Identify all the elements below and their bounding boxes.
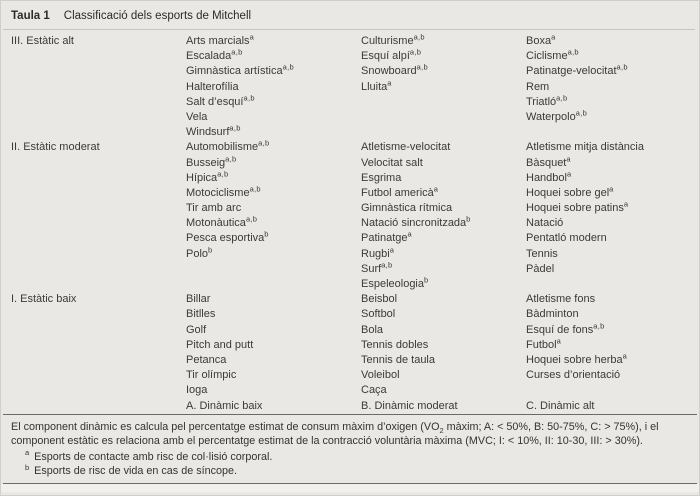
sport-item: Billar <box>186 293 211 306</box>
vo2-subscript: 2 <box>439 425 444 435</box>
category-cell <box>11 156 186 171</box>
empty-cell <box>361 125 526 140</box>
risk-superscript: a,b <box>575 109 588 118</box>
table-row <box>1 338 699 353</box>
risk-superscript: a <box>433 185 439 194</box>
sport-item: Natació <box>526 217 564 230</box>
sport-item: Tennis de taula <box>361 353 435 366</box>
sport-item: Petanca <box>186 353 227 366</box>
risk-superscript: a <box>609 185 614 194</box>
sport-item: Salt d’esquí$^{a,b}$ <box>186 94 255 108</box>
sport-item: Halterofília <box>186 80 239 93</box>
table-row <box>1 140 699 155</box>
table-body <box>1 30 699 414</box>
sport-item: Tir amb arc <box>186 202 242 215</box>
sport-item: Bola <box>361 323 384 336</box>
risk-superscript: a <box>623 201 629 209</box>
sport-item: Vela <box>186 110 208 123</box>
category-cell <box>11 216 186 231</box>
risk-superscript: a,b <box>231 49 243 57</box>
table-row <box>1 201 699 216</box>
sport-item: Atletisme-velocitat <box>361 141 451 154</box>
footnote-marker: b <box>25 462 30 472</box>
table-row <box>1 247 699 262</box>
empty-cell <box>526 277 699 292</box>
risk-superscript: a,b <box>413 34 425 42</box>
sport-item: Polo$^b$ <box>186 246 213 260</box>
category-cell <box>11 110 186 125</box>
footnotes <box>1 415 699 483</box>
table-row <box>1 323 699 338</box>
empty-cell <box>526 125 699 140</box>
risk-superscript: a,b <box>258 140 270 148</box>
footnote-item: $^a$ Esports de contacte amb risc de col·lisió corporal. <box>25 448 273 463</box>
sport-item: Esquí de fons$^{a,b}$ <box>526 322 605 336</box>
sport-item: Softbol <box>361 308 396 321</box>
category-cell <box>11 186 186 201</box>
risk-superscript: a <box>566 155 571 163</box>
table-number-label: Taula 1 <box>11 10 50 22</box>
category-cell <box>11 323 186 338</box>
risk-superscript: a <box>622 352 628 361</box>
sport-item: Gimnàstica rítmica <box>361 202 453 215</box>
category-cell <box>11 171 186 186</box>
sport-item: Beisbol <box>361 293 398 306</box>
table-row <box>1 64 699 79</box>
sport-item: Atletisme fons <box>526 293 596 306</box>
empty-cell <box>361 95 526 110</box>
category-cell <box>11 247 186 262</box>
risk-superscript: a,b <box>556 94 568 103</box>
risk-superscript: b <box>466 216 471 224</box>
risk-superscript: a,b <box>416 64 428 72</box>
risk-superscript: a,b <box>225 155 237 163</box>
risk-superscript: b <box>264 231 269 239</box>
table-title: Classificació dels esports de Mitchell <box>63 10 252 22</box>
sport-item: Hoquei sobre herba$^a$ <box>526 352 628 366</box>
risk-superscript: a,b <box>409 49 422 57</box>
sport-item: Automobilisme$^{a,b}$ <box>186 140 270 154</box>
table-caption <box>1 1 699 29</box>
table-row <box>1 277 699 292</box>
category-cell <box>11 307 186 322</box>
table-row <box>1 186 699 201</box>
table-row <box>1 353 699 368</box>
risk-superscript: a <box>566 170 572 179</box>
category-cell <box>11 201 186 216</box>
dynamic-component-label: B. Dinàmic moderat <box>361 399 458 412</box>
sport-item: Patinatge$^a$ <box>361 231 412 245</box>
sport-item: Voleibol <box>361 369 400 382</box>
risk-superscript: a,b <box>217 170 229 179</box>
category-cell <box>11 353 186 368</box>
sport-item: Lluita$^a$ <box>361 79 392 93</box>
sport-item: Handbol$^a$ <box>526 170 572 184</box>
sport-item: Caça <box>361 384 387 397</box>
sport-item: Futbol americà$^a$ <box>361 185 439 199</box>
sport-item: Culturisme$^{a,b}$ <box>361 34 425 47</box>
table-row <box>1 231 699 246</box>
dynamic-component-label: A. Dinàmic baix <box>186 399 263 412</box>
category-cell: II. Estàtic moderat <box>11 141 100 154</box>
table-row <box>1 368 699 383</box>
sport-item: Hípica$^{a,b}$ <box>186 170 229 184</box>
sport-item: Triatló$^{a,b}$ <box>526 94 568 108</box>
category-cell <box>11 231 186 246</box>
table-row <box>1 95 699 110</box>
risk-superscript: b <box>424 277 429 285</box>
category-cell <box>11 80 186 95</box>
risk-superscript: a,b <box>243 94 255 103</box>
sport-item: Motociclisme$^{a,b}$ <box>186 185 261 199</box>
sport-item: Surf$^{a,b}$ <box>361 261 393 275</box>
risk-superscript: a <box>551 34 556 42</box>
category-cell <box>11 125 186 140</box>
sport-item: Hoquei sobre gel$^a$ <box>526 185 614 199</box>
dynamic-component-row <box>1 399 699 414</box>
category-cell: I. Estàtic baix <box>11 293 77 306</box>
sport-item: Snowboard$^{a,b}$ <box>361 64 428 78</box>
risk-superscript: a <box>389 246 395 254</box>
risk-superscript: a,b <box>381 261 393 270</box>
sport-item: Golf <box>186 323 207 336</box>
table-row <box>1 156 699 171</box>
sport-item: Windsurf$^{a,b}$ <box>186 125 241 139</box>
category-cell <box>11 383 186 398</box>
sport-item: Waterpolo$^{a,b}$ <box>526 109 588 123</box>
risk-superscript: a <box>407 231 412 239</box>
category-cell <box>11 338 186 353</box>
empty-cell <box>186 277 361 292</box>
risk-superscript: a,b <box>249 185 261 194</box>
sport-item: Velocitat salt <box>361 156 423 169</box>
sport-item: Tir olímpic <box>186 369 237 382</box>
sport-item: Pitch and putt <box>186 338 254 351</box>
sport-item: Esquí alpí$^{a,b}$ <box>361 49 422 63</box>
sport-item: Bitlles <box>186 308 216 321</box>
risk-superscript: a,b <box>593 322 605 330</box>
sport-item: Natació sincronitzada$^b$ <box>361 216 471 230</box>
empty-cell <box>186 262 361 277</box>
table-row <box>1 262 699 277</box>
table-row <box>1 383 699 398</box>
footnote-item: $^b$ Esports de risc de vida en cas de síncope. <box>25 462 238 478</box>
sport-item: Espeleologia$^b$ <box>361 277 429 290</box>
sport-item: Curses d’orientació <box>526 369 621 382</box>
sport-item: Busseig$^{a,b}$ <box>186 155 237 169</box>
sport-item: Esgrima <box>361 171 402 184</box>
footnote-marker: a <box>25 448 30 458</box>
sport-item: Gimnàstica artística$^{a,b}$ <box>186 64 294 78</box>
table-row <box>1 49 699 64</box>
sport-item: Motonàutica$^{a,b}$ <box>186 216 258 230</box>
empty-cell <box>526 383 699 398</box>
table-row <box>1 216 699 231</box>
sport-item: Pentatló modern <box>526 232 607 245</box>
sport-item: Tennis dobles <box>361 338 429 351</box>
sport-item: Boxa$^a$ <box>526 34 556 47</box>
sport-item: Rem <box>526 80 550 93</box>
table-row <box>1 110 699 125</box>
sport-item: Hoquei sobre patins$^a$ <box>526 201 629 215</box>
category-cell <box>11 368 186 383</box>
risk-superscript: b <box>208 246 213 254</box>
sport-item: Patinatge-velocitat$^{a,b}$ <box>526 64 628 78</box>
category-cell <box>11 262 186 277</box>
table-row <box>1 80 699 95</box>
risk-superscript: a,b <box>567 49 579 57</box>
table-row <box>1 125 699 140</box>
category-cell <box>11 95 186 110</box>
sport-item: Pàdel <box>526 262 555 275</box>
sport-item: Ioga <box>186 384 208 397</box>
category-cell <box>11 277 186 292</box>
table-row <box>1 171 699 186</box>
table-row <box>1 307 699 322</box>
empty-cell <box>11 399 186 414</box>
sport-item: Atletisme mitja distància <box>526 141 644 154</box>
sport-item: Arts marcials$^a$ <box>186 34 255 47</box>
sport-item: Rugbi$^a$ <box>361 246 395 260</box>
sport-item: Futbol$^a$ <box>526 337 562 351</box>
sport-item: Ciclisme$^{a,b}$ <box>526 49 579 63</box>
risk-superscript: a <box>556 337 562 346</box>
dynamic-component-label: C. Dinàmic alt <box>526 399 595 412</box>
sport-item: Escalada$^{a,b}$ <box>186 49 243 63</box>
bottom-margin <box>1 484 699 492</box>
table-row <box>1 292 699 307</box>
category-cell: III. Estàtic alt <box>11 35 74 47</box>
footnote-list <box>11 450 689 479</box>
risk-superscript: a,b <box>229 125 241 133</box>
empty-cell <box>361 110 526 125</box>
sport-item: Pesca esportiva$^b$ <box>186 231 269 245</box>
risk-superscript: a <box>249 34 255 42</box>
table-row <box>1 34 699 49</box>
sport-item: Tennis <box>526 247 558 260</box>
risk-superscript: a,b <box>616 64 628 72</box>
risk-superscript: a,b <box>245 216 258 224</box>
footnote-main: El component dinàmic es calcula pel percentatge estimat de consum màxim d’oxigen ($VO_2$ màxim; A: < 50%, B: 50-75%, C: > 75%), i el component estàtic es relaciona amb el percentatge estimat de la contracció voluntària màxima (MVC; I: < 10%, II: 10-30, III: > 30%). <box>11 420 659 448</box>
category-cell <box>11 64 186 79</box>
risk-superscript: a <box>387 79 392 87</box>
sport-item: Bàdminton <box>526 308 579 321</box>
sport-item: Bàsquet$^a$ <box>526 155 571 169</box>
category-cell <box>11 49 186 64</box>
risk-superscript: a,b <box>282 64 294 72</box>
